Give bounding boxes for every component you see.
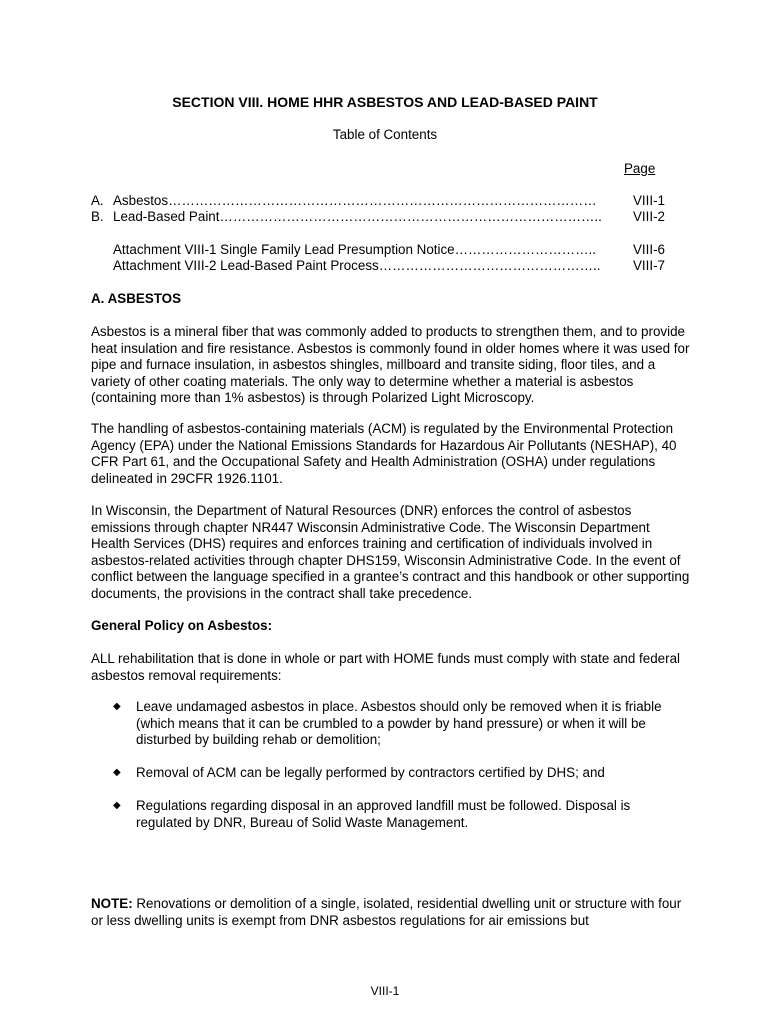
diamond-bullet-icon: ◆ bbox=[113, 701, 121, 712]
diamond-bullet-icon: ◆ bbox=[113, 800, 121, 811]
note-paragraph bbox=[91, 896, 691, 929]
policy-intro: ALL rehabilitation that is done in whole or part with HOME funds must comply with state and federal asbestos removal requirements: bbox=[91, 651, 680, 683]
toc-entry: Attachment VIII-2 Lead-Based Paint Process………………………………………….. bbox=[113, 258, 601, 273]
policy-heading: General Policy on Asbestos: bbox=[91, 618, 273, 633]
note-text: Renovations or demolition of a single, isolated, residential dwelling unit or structure with four or less dwelling units is exempt from DNR asbestos regulations for air emissions but bbox=[91, 896, 682, 928]
toc-page-number: VIII-6 bbox=[633, 242, 665, 257]
toc-row bbox=[91, 209, 669, 226]
bullet-text: Regulations regarding disposal in an approved landfill must be followed. Disposal is regulated by DNR, Bureau of Solid Waste Management. bbox=[136, 798, 631, 830]
bullet-text: Removal of ACM can be legally performed by contractors certified by DHS; and bbox=[136, 765, 605, 780]
paragraph: In Wisconsin, the Department of Natural Resources (DNR) enforces the control of asbestos emissions through chapter NR447 Wisconsin Administrative Code. The Wisconsin Department Health Services (DHS) requires and enforces training and certification of individuals involved in asbestos-related activities through chapter DHS159, Wisconsin Administrative Code. In the event of conflict between the language specified in a grantee’s contract and this handbook or other supporting documents, the provisions in the contract shall take precedence. bbox=[91, 503, 690, 601]
toc-entry: Asbestos…………………………………………………………………………………… bbox=[113, 193, 597, 208]
toc-page-number: VIII-2 bbox=[633, 209, 665, 224]
diamond-bullet-icon: ◆ bbox=[113, 767, 121, 778]
page-title: SECTION VIII. HOME HHR ASBESTOS AND LEAD-BASED PAINT bbox=[172, 94, 598, 110]
paragraph: Asbestos is a mineral fiber that was commonly added to products to strengthen them, and to provide heat insulation and fire resistance. Asbestos is commonly found in older homes where it was used for pipe and furnace insulation, in asbestos shingles, millboard and transite siding, floor tiles, and a variety of other coating materials. The only way to determine whether a material is asbestos (containing more than 1% asbestos) is through Polarized Light Microscopy. bbox=[91, 324, 690, 405]
toc-page-number: VIII-1 bbox=[633, 193, 665, 208]
paragraph: The handling of asbestos-containing materials (ACM) is regulated by the Environmental Protection Agency (EPA) under the National Emissions Standards for Hazardous Air Pollutants (NESHAP), 40 CFR Part 61, and the Occupational Safety and Health Administration (OSHA) under regulations delineated in 29CFR 1926.1101. bbox=[91, 421, 677, 486]
toc-page-number: VIII-7 bbox=[633, 258, 665, 273]
note-label: NOTE: bbox=[91, 896, 133, 911]
toc-letter: A. bbox=[91, 193, 104, 208]
toc-entry: Attachment VIII-1 Single Family Lead Presumption Notice………………………….. bbox=[113, 242, 596, 257]
section-heading: A. ASBESTOS bbox=[91, 291, 182, 306]
page-number-footer: VIII-1 bbox=[370, 984, 400, 998]
toc-letter: B. bbox=[91, 209, 104, 224]
toc-attachment-row bbox=[91, 242, 669, 259]
toc-entry: Lead-Based Paint………………………………………………………………………….. bbox=[113, 209, 602, 224]
toc-heading: Table of Contents bbox=[332, 127, 438, 142]
toc-attachment-row bbox=[91, 258, 669, 275]
bullet-text: Leave undamaged asbestos in place. Asbestos should only be removed when it is friable (which means that it can be crumbled to a powder by hand pressure) or when it will be disturbed by building rehab or demolition; bbox=[136, 699, 662, 747]
toc-page-label: Page bbox=[624, 161, 656, 176]
toc-row bbox=[91, 193, 669, 210]
